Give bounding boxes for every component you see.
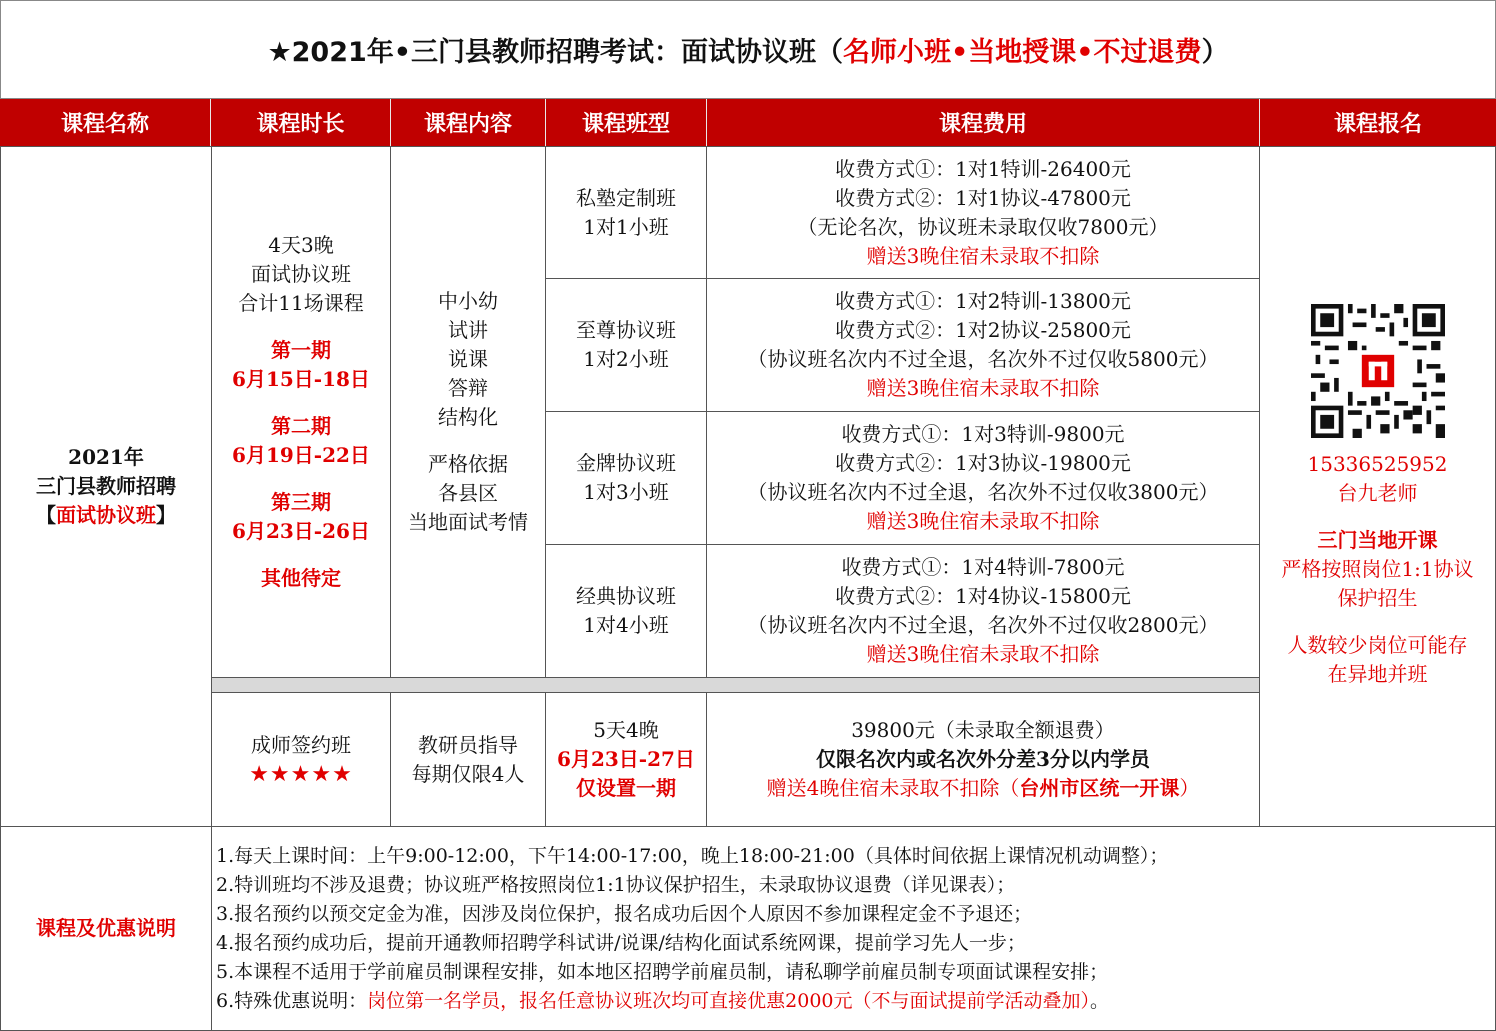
signup-cell [1259, 146, 1496, 827]
note-item: 6.特殊优惠说明：岗位第一名学员，报名任意协议班次均可直接优惠2000元（不与面试提前学活动叠加）。 [216, 989, 1110, 1012]
fee-gift: 赠送3晚住宿未录取不扣除 [866, 243, 1100, 268]
fee-option-2: 收费方式②：1对1协议-47800元 [835, 185, 1131, 210]
class-type-row [545, 278, 707, 412]
period-1-dates: 6月15日-18日 [232, 367, 370, 391]
class-name: 金牌协议班 [576, 451, 676, 475]
header-duration: 课程时长 [211, 99, 391, 146]
notes-label: 课程及优惠说明 [36, 916, 176, 940]
signing-duration-cell [545, 692, 707, 827]
course-region: 三门县教师招聘 [36, 474, 176, 498]
signing-fee-cell [706, 692, 1260, 827]
signing-limit: 每期仅限4人 [411, 761, 525, 786]
header-class-type: 课程班型 [546, 99, 707, 146]
class-type-row [545, 411, 707, 545]
content-defense: 答辩 [448, 376, 488, 400]
signup-note-1: 人数较少岗位可能存 [1287, 633, 1468, 657]
qr-code-icon[interactable] [1311, 304, 1445, 438]
fee-row [706, 411, 1260, 545]
fee-option-1: 收费方式①：1对1特训-26400元 [835, 156, 1131, 181]
title-highlight: 名师小班•当地授课•不过退费 [843, 37, 1202, 68]
fee-row [706, 278, 1260, 412]
fee-option-2: 收费方式②：1对2协议-25800元 [835, 318, 1131, 342]
course-year: 2021年 [68, 445, 144, 469]
class-size: 1对2小班 [583, 347, 669, 371]
note-item: 2.特训班均不涉及退费；协议班严格按照岗位1:1协议保护招生，未录取协议退费（详见课表）； [216, 873, 1016, 896]
signup-local: 三门当地开课 [1317, 528, 1438, 552]
fee-option-1: 收费方式①：1对2特训-13800元 [835, 289, 1131, 313]
class-name: 至尊协议班 [576, 318, 676, 342]
class-size: 1对3小班 [583, 480, 669, 504]
fee-gift: 赠送3晚住宿未录取不扣除 [866, 509, 1100, 533]
signup-policy-1: 严格按照岗位1:1协议 [1281, 557, 1474, 581]
content-counties: 各县区 [438, 481, 498, 505]
content-basis: 严格依据 [428, 452, 508, 476]
period-other: 其他待定 [261, 566, 341, 590]
class-size: 1对1小班 [583, 214, 669, 239]
fee-option-1: 收费方式①：1对3特训-9800元 [841, 422, 1125, 446]
title-prefix: ★2021年•三门县教师招聘考试：面试协议班（ [267, 37, 844, 68]
course-name-cell [0, 146, 212, 827]
signing-gift: 赠送4晚住宿未录取不扣除（台州市区统一开课） [766, 776, 1200, 800]
fee-option-1: 收费方式①：1对4特训-7800元 [841, 555, 1125, 579]
class-name: 私塾定制班 [576, 185, 676, 210]
course-title: 【面试协议班】 [36, 503, 176, 527]
note-item: 4.报名预约成功后，提前开通教师招聘学科试讲/说课/结构化面试系统网课，提前学习先人一步； [216, 931, 1026, 954]
fee-option-2: 收费方式②：1对3协议-19800元 [835, 451, 1131, 475]
duration-cell [211, 146, 391, 678]
period-1-label: 第一期 [271, 338, 331, 362]
fee-note: （协议班名次内不过全退，名次外不过仅收2800元） [747, 613, 1219, 637]
signing-days: 5天4晚 [593, 718, 659, 742]
period-2-label: 第二期 [271, 414, 331, 438]
header-course-name: 课程名称 [0, 99, 211, 146]
content-trial: 试讲 [448, 318, 488, 342]
class-type-row [545, 146, 707, 279]
fee-note: （协议班名次内不过全退，名次外不过仅收5800元） [747, 347, 1219, 371]
notes-label-cell [0, 826, 212, 1031]
content-cell [390, 146, 546, 678]
signing-eligibility: 仅限名次内或名次外分差3分以内学员 [816, 747, 1150, 771]
star-rating-icon: ★★★★★ [249, 761, 353, 787]
content-structured: 结构化 [438, 405, 498, 429]
signing-price: 39800元（未录取全额退费） [851, 718, 1115, 742]
fee-gift: 赠送3晚住宿未录取不扣除 [866, 642, 1100, 666]
signing-once: 仅设置一期 [576, 776, 676, 800]
signup-phone: 15336525952 [1307, 452, 1448, 476]
class-type-row [545, 544, 707, 678]
signup-policy-2: 保护招生 [1337, 586, 1418, 610]
signup-teacher: 台九老师 [1337, 481, 1418, 505]
signing-guidance: 教研员指导 [418, 732, 518, 757]
fee-option-2: 收费方式②：1对4协议-15800元 [835, 584, 1131, 608]
period-3-dates: 6月23日-26日 [232, 519, 370, 543]
signing-class-name: 成师签约班 [251, 732, 351, 757]
duration-class: 面试协议班 [251, 262, 351, 286]
note-item: 3.报名预约以预交定金为准，因涉及岗位保护，报名成功后因个人原因不参加课程定金不予退还； [216, 902, 1033, 925]
signing-dates: 6月23日-27日 [557, 747, 695, 771]
row-separator [211, 677, 1260, 693]
signup-note-2: 在异地并班 [1327, 662, 1428, 686]
content-level: 中小幼 [438, 289, 498, 313]
header-fee: 课程费用 [707, 99, 1260, 146]
content-lecture: 说课 [448, 347, 488, 371]
signing-class-cell [211, 692, 391, 827]
signing-content-cell [390, 692, 546, 827]
fee-note: （无论名次，协议班未录取仅收7800元） [797, 214, 1169, 239]
period-3-label: 第三期 [271, 490, 331, 514]
class-name: 经典协议班 [576, 584, 676, 608]
note-item: 1.每天上课时间：上午9:00-12:00，下午14:00-17:00，晚上18:00-21:00（具体时间依据上课情况机动调整）； [216, 844, 1169, 867]
fee-row [706, 146, 1260, 279]
header-signup: 课程报名 [1260, 99, 1496, 146]
note-item: 5.本课程不适用于学前雇员制课程安排，如本地区招聘学前雇员制，请私聊学前雇员制专项面试课程安排； [216, 960, 1109, 983]
class-size: 1对4小班 [583, 613, 669, 637]
fee-gift: 赠送3晚住宿未录取不扣除 [866, 376, 1100, 400]
fee-note: （协议班名次内不过全退，名次外不过仅收3800元） [747, 480, 1219, 504]
duration-days: 4天3晚 [268, 233, 334, 257]
period-2-dates: 6月19日-22日 [232, 443, 370, 467]
page-title [0, 0, 1496, 99]
fee-row [706, 544, 1260, 678]
header-content: 课程内容 [391, 99, 546, 146]
content-local: 当地面试考情 [408, 510, 528, 534]
title-suffix: ） [1201, 37, 1229, 68]
notes-cell [211, 826, 1496, 1031]
duration-sessions: 合计11场课程 [238, 291, 364, 315]
